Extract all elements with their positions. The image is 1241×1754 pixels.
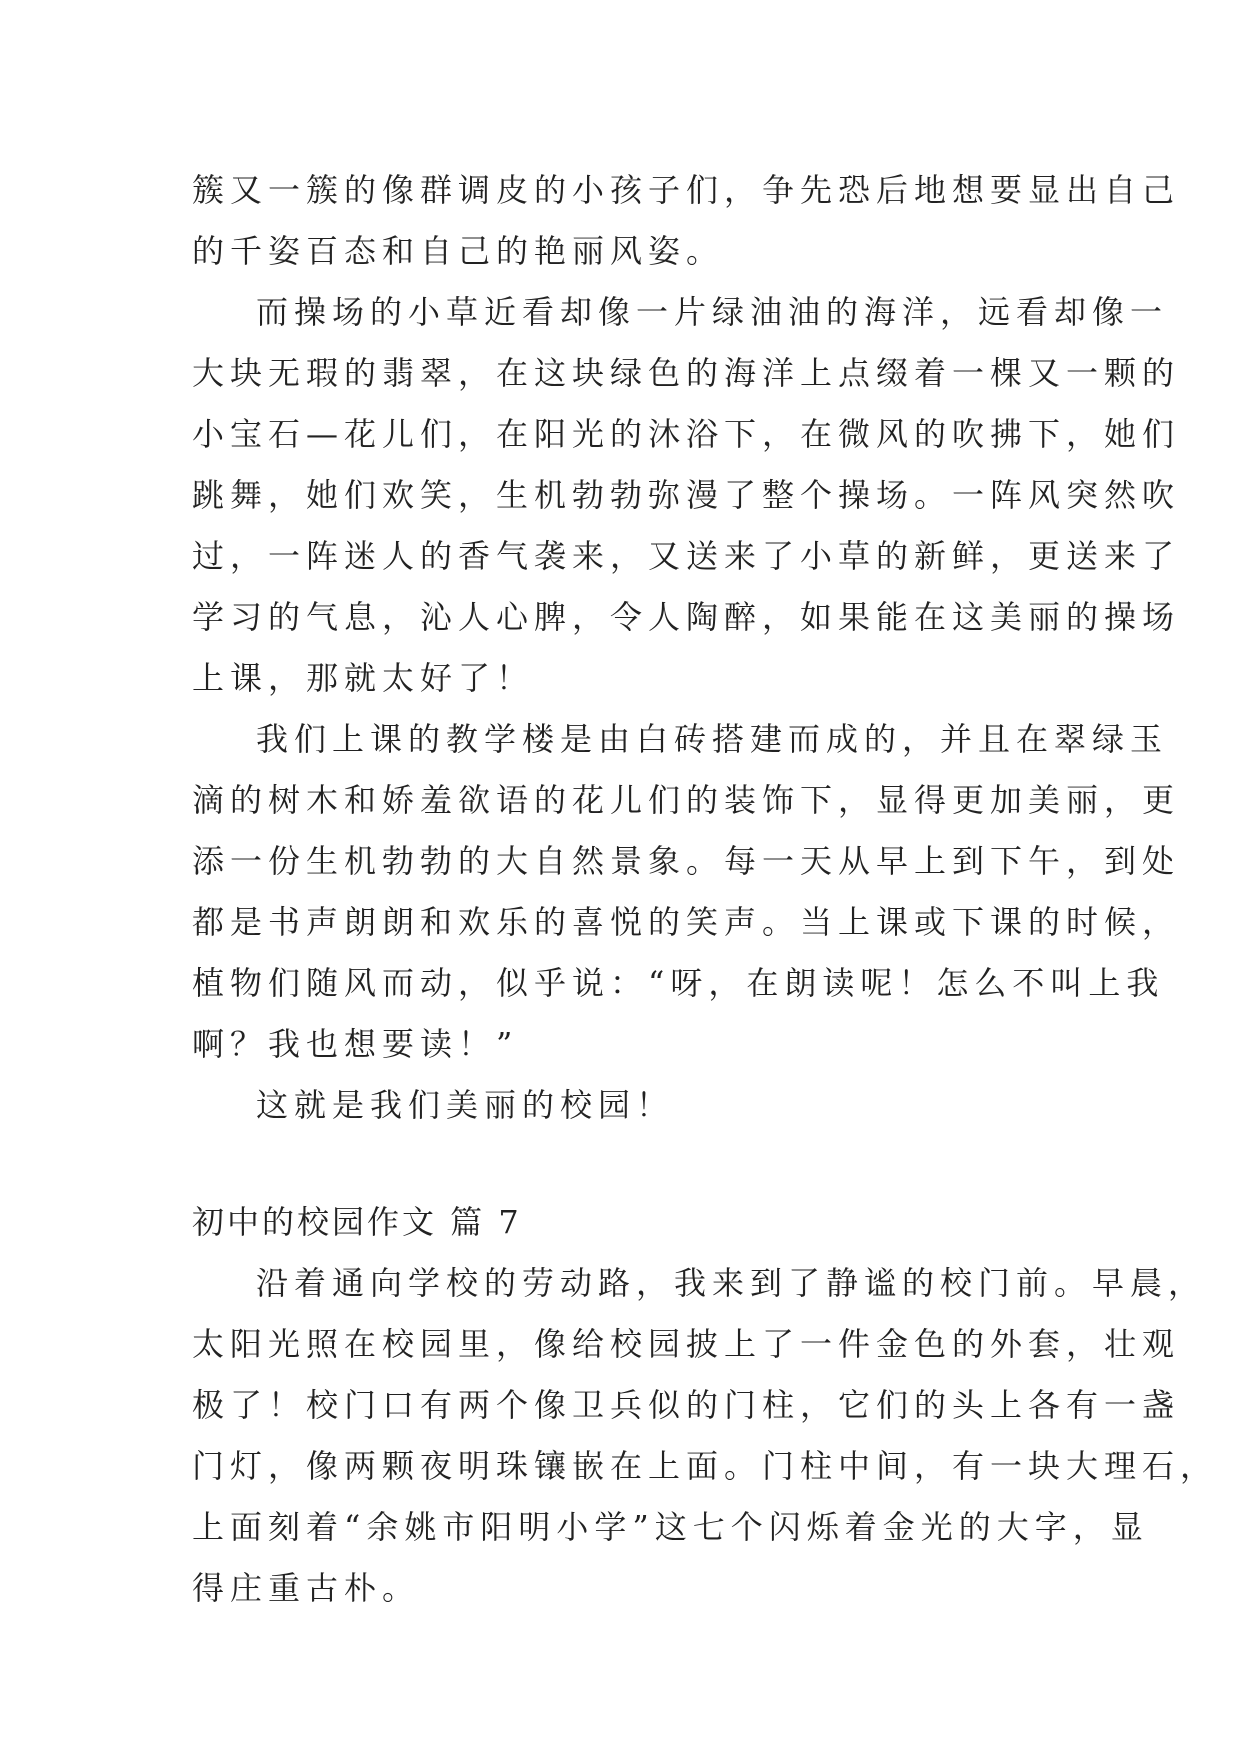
text-line: 跳舞，她们欢笑，生机勃勃弥漫了整个操场。一阵风突然吹 xyxy=(192,476,1181,514)
text-line: 而操场的小草近看却像一片绿油油的海洋，远看却像一 xyxy=(256,293,1169,331)
text-line: 得庄重古朴。 xyxy=(192,1569,421,1607)
text-line: 沿着通向学校的劳动路，我来到了静谧的校门前。早晨， xyxy=(256,1264,1207,1302)
text-line: 门灯，像两颗夜明珠镶嵌在上面。门柱中间，有一块大理石， xyxy=(192,1447,1219,1485)
text-line: 太阳光照在校园里，像给校园披上了一件金色的外套，壮观 xyxy=(192,1325,1181,1363)
text-line: 啊？我也想要读！” xyxy=(192,1025,519,1063)
text-line: 大块无瑕的翡翠，在这块绿色的海洋上点缀着一棵又一颗的 xyxy=(192,354,1181,392)
text-line: 上面刻着“余姚市阳明小学”这七个闪烁着金光的大字，显 xyxy=(192,1508,1149,1546)
text-line: 都是书声朗朗和欢乐的喜悦的笑声。当上课或下课的时候， xyxy=(192,903,1181,941)
section-heading-block xyxy=(192,1192,1056,1253)
text-line: 滴的树木和娇羞欲语的花儿们的装饰下，显得更加美丽，更 xyxy=(192,781,1181,819)
text-line: 极了！校门口有两个像卫兵似的门柱，它们的头上各有一盏 xyxy=(192,1386,1181,1424)
section-heading: 初中的校园作文 篇 7 xyxy=(192,1203,522,1241)
document-body xyxy=(192,160,1219,1619)
text-line: 过，一阵迷人的香气袭来，又送来了小草的新鲜，更送来了 xyxy=(192,537,1181,575)
paragraph xyxy=(192,1075,1056,1136)
text-line: 上课，那就太好了！ xyxy=(192,659,535,697)
text-line: 添一份生机勃勃的大自然景象。每一天从早上到下午，到处 xyxy=(192,842,1181,880)
paragraph xyxy=(192,282,1181,709)
text-line: 这就是我们美丽的校园！ xyxy=(256,1086,675,1124)
text-line: 学习的气息，沁人心脾，令人陶醉，如果能在这美丽的操场 xyxy=(192,598,1181,636)
text-line: 的千姿百态和自己的艳丽风姿。 xyxy=(192,232,725,270)
text-line: 小宝石—花儿们，在阳光的沐浴下，在微风的吹拂下，她们 xyxy=(192,415,1181,453)
paragraph xyxy=(192,709,1181,1075)
paragraph xyxy=(192,160,1181,282)
text-line: 簇又一簇的像群调皮的小孩子们，争先恐后地想要显出自己 xyxy=(192,171,1181,209)
text-line: 我们上课的教学楼是由白砖搭建而成的，并且在翠绿玉 xyxy=(256,720,1169,758)
paragraph xyxy=(192,1253,1219,1619)
text-line: 植物们随风而动，似乎说：“呀，在朗读呢！怎么不叫上我 xyxy=(192,964,1165,1002)
